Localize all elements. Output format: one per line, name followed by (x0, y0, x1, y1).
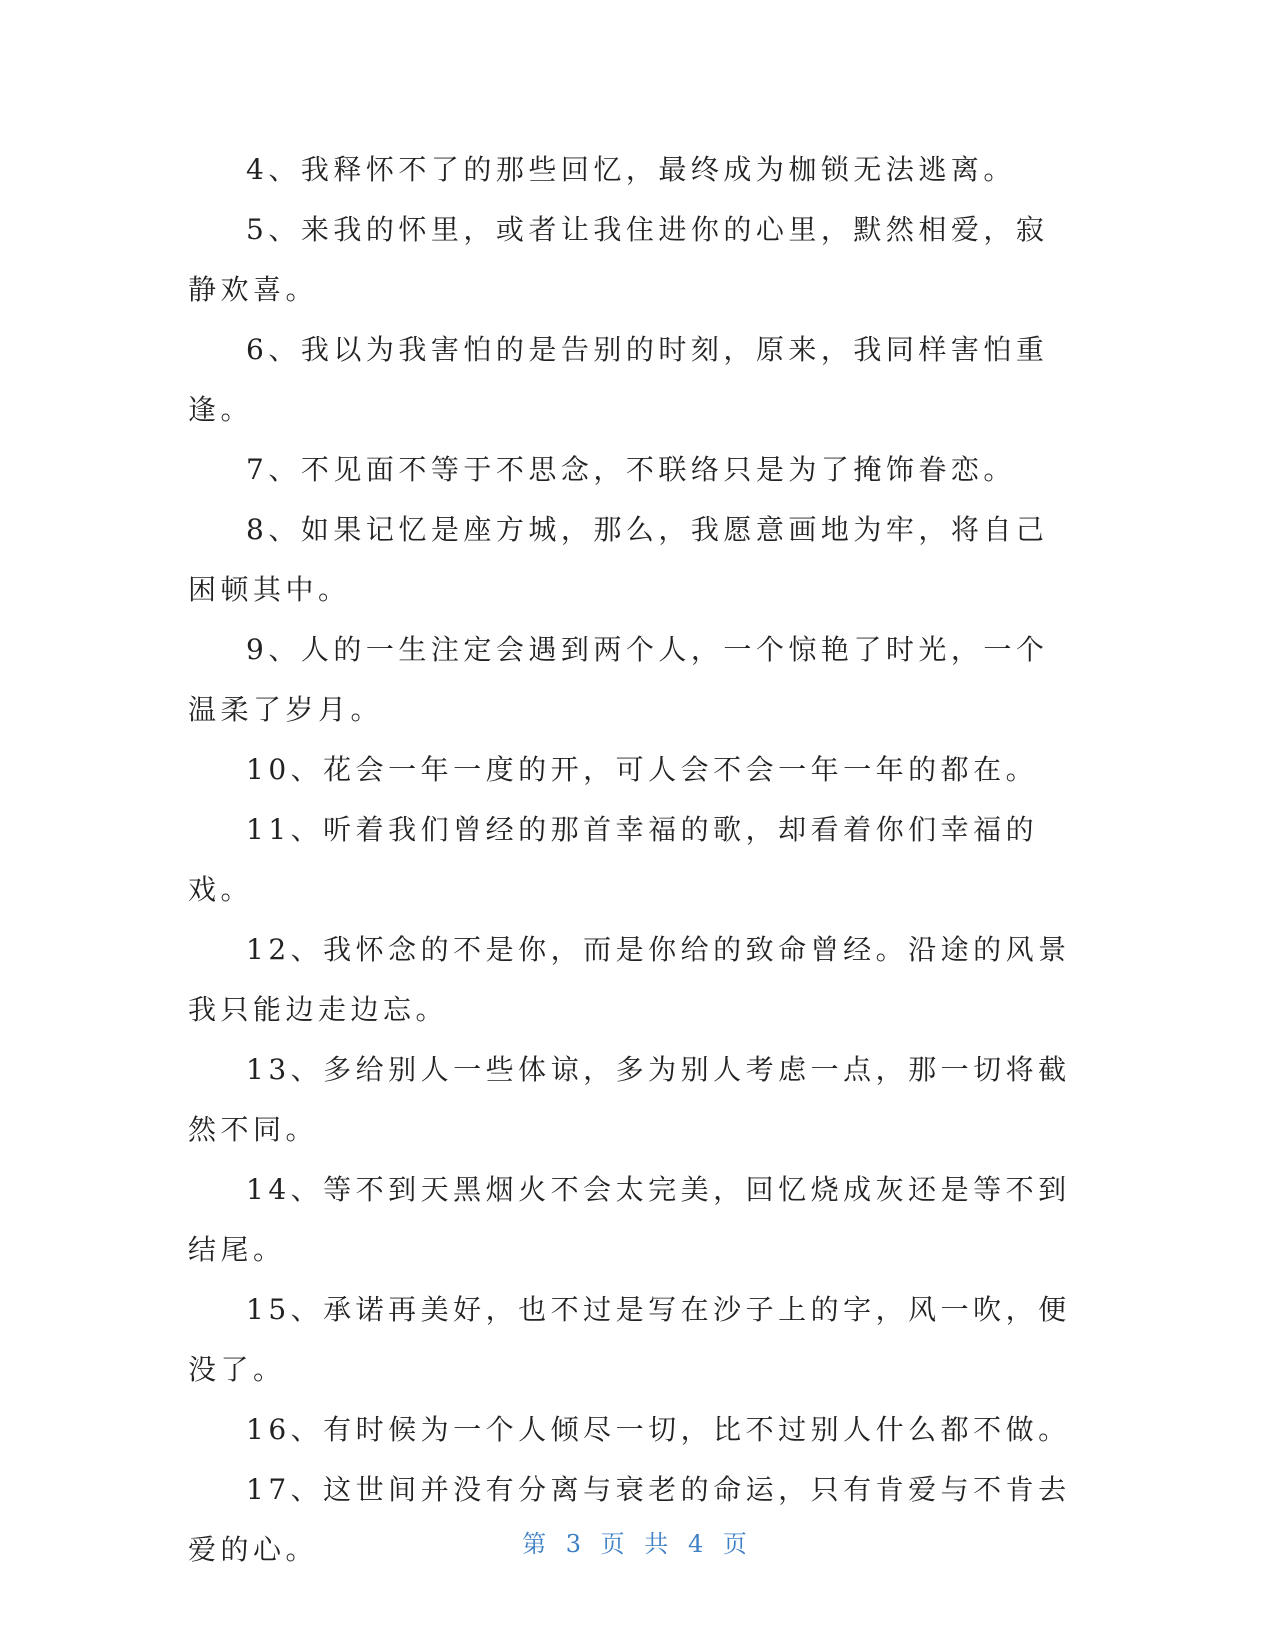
footer-middle: 页 共 (600, 1530, 675, 1558)
paragraph-17: 17、这世间并没有分离与衰老的命运，只有肯爱与不肯去爱的心。 (188, 1473, 1071, 1566)
footer-suffix: 页 (722, 1530, 753, 1558)
footer-current-page: 3 (565, 1530, 588, 1558)
paragraph-14: 14、等不到天黑烟火不会太完美，回忆烧成灰还是等不到结尾。 (188, 1173, 1071, 1266)
paragraph-10: 10、花会一年一度的开，可人会不会一年一年的都在。 (246, 753, 1039, 786)
paragraph-9: 9、人的一生注定会遇到两个人，一个惊艳了时光，一个温柔了岁月。 (188, 633, 1049, 726)
paragraph-7: 7、不见面不等于不思念，不联络只是为了掩饰眷恋。 (246, 453, 1016, 486)
page-footer (0, 1524, 1275, 1559)
document-body (188, 140, 1073, 1580)
paragraph-15: 15、承诺再美好，也不过是写在沙子上的字，风一吹，便没了。 (188, 1293, 1071, 1386)
paragraph-16: 16、有时候为一个人倾尽一切，比不过别人什么都不做。 (246, 1413, 1071, 1446)
paragraph-11: 11、听着我们曾经的那首幸福的歌，却看着你们幸福的戏。 (188, 813, 1039, 906)
paragraph-6: 6、我以为我害怕的是告别的时刻，原来，我同样害怕重逢。 (188, 333, 1049, 426)
paragraph-8: 8、如果记忆是座方城，那么，我愿意画地为牢，将自己困顿其中。 (188, 513, 1049, 606)
paragraph-4: 4、我释怀不了的那些回忆，最终成为枷锁无法逃离。 (246, 153, 1016, 186)
footer-total-pages: 4 (687, 1530, 710, 1558)
paragraph-5: 5、来我的怀里，或者让我住进你的心里，默然相爱，寂静欢喜。 (188, 213, 1049, 306)
paragraph-12: 12、我怀念的不是你，而是你给的致命曾经。沿途的风景我只能边走边忘。 (188, 933, 1071, 1026)
footer-prefix: 第 (522, 1530, 553, 1558)
paragraph-13: 13、多给别人一些体谅，多为别人考虑一点，那一切将截然不同。 (188, 1053, 1071, 1146)
